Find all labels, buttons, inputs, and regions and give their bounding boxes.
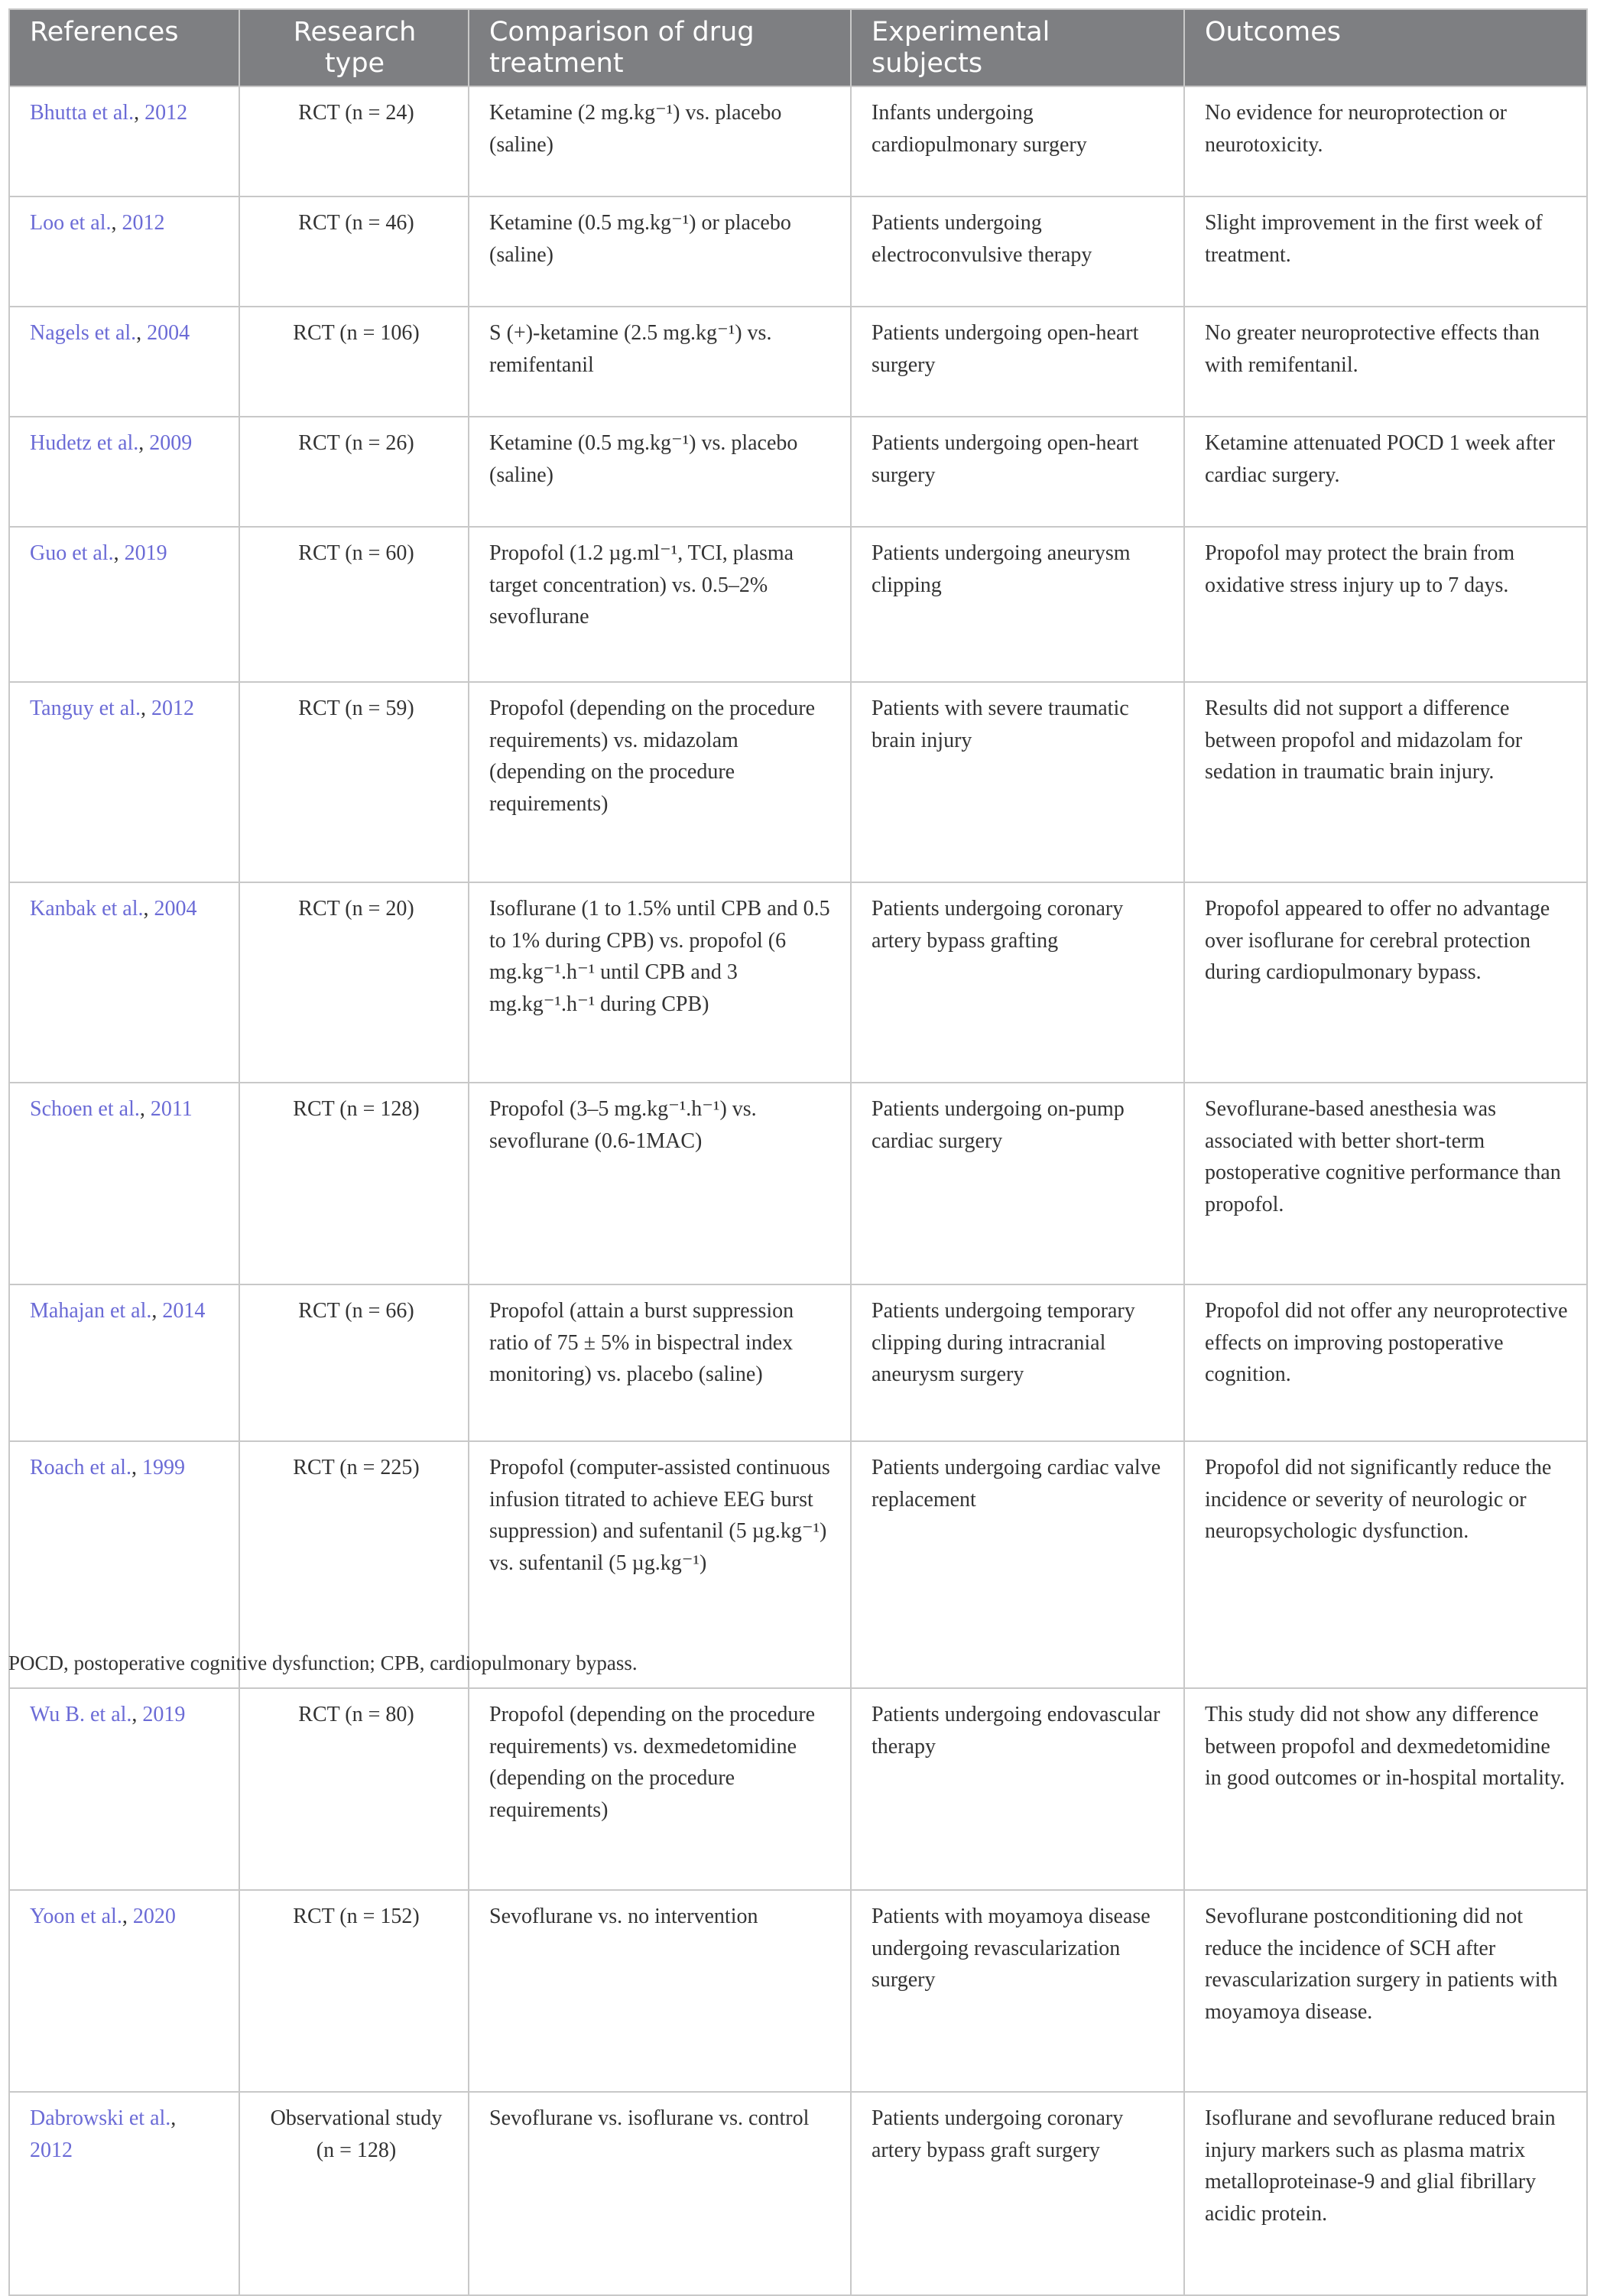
outcomes-cell: No evidence for neuroprotection or neurotoxicity. — [1184, 86, 1587, 196]
research-type-cell: RCT (n = 60) — [239, 527, 469, 682]
subjects-cell: Patients with moyamoya disease undergoing revascularization surgery — [851, 1890, 1184, 2092]
outcomes-cell: Isoflurane and sevoflurane reduced brain injury markers such as plasma matrix metalloproteinase-9 and glial fibrillary acidic protein. — [1184, 2092, 1587, 2295]
reference-cell: Loo et al., 2012 — [9, 196, 239, 307]
table-row — [9, 86, 1587, 196]
reference-cell: Tanguy et al., 2012 — [9, 682, 239, 882]
reference-author-link[interactable]: Guo et al. — [30, 541, 114, 565]
comparison-cell: Ketamine (0.5 mg.kg⁻¹) or placebo (saline) — [469, 196, 851, 307]
subjects-cell: Patients undergoing open-heart surgery — [851, 417, 1184, 527]
subjects-cell: Patients with severe traumatic brain injury — [851, 682, 1184, 882]
table-body — [9, 86, 1587, 2295]
reference-author-link[interactable]: Kanbak et al. — [30, 897, 144, 921]
header-outcomes: Outcomes — [1184, 9, 1587, 86]
outcomes-cell: Propofol did not offer any neuroprotective effects on improving postoperative cognition. — [1184, 1284, 1587, 1441]
reference-year-link[interactable]: 2019 — [124, 541, 167, 565]
comparison-cell: Propofol (computer-assisted continuous infusion titrated to achieve EEG burst suppression) and sufentanil (5 µg.kg⁻¹) vs. sufentanil (5 µg.kg⁻¹) — [469, 1441, 851, 1688]
subjects-cell: Patients undergoing aneurysm clipping — [851, 527, 1184, 682]
comparison-cell: Ketamine (0.5 mg.kg⁻¹) vs. placebo (saline) — [469, 417, 851, 527]
reference-year-link[interactable]: 2012 — [122, 211, 165, 235]
reference-author-link[interactable]: Roach et al. — [30, 1456, 131, 1479]
reference-author-link[interactable]: Bhutta et al. — [30, 101, 135, 125]
outcomes-cell: Propofol appeared to offer no advantage over isoflurane for cerebral protection during cardiopulmonary bypass. — [1184, 882, 1587, 1083]
reference-year-link[interactable]: 2004 — [154, 897, 197, 921]
table-row — [9, 1890, 1587, 2092]
table-row — [9, 307, 1587, 417]
subjects-cell: Patients undergoing on-pump cardiac surgery — [851, 1083, 1184, 1284]
reference-year-link[interactable]: 2012 — [30, 2138, 73, 2162]
reference-author-link[interactable]: Schoen et al. — [30, 1097, 140, 1121]
reference-year-link[interactable]: 2020 — [132, 1905, 176, 1928]
comparison-cell: Sevoflurane vs. isoflurane vs. control — [469, 2092, 851, 2295]
header-references: References — [9, 9, 239, 86]
comparison-cell: Propofol (attain a burst suppression ratio of 75 ± 5% in bispectral index monitoring) vs. placebo (saline) — [469, 1284, 851, 1441]
header-subjects: Experimental subjects — [851, 9, 1184, 86]
outcomes-cell: Propofol did not significantly reduce the incidence or severity of neurologic or neuropsychologic dysfunction. — [1184, 1441, 1587, 1688]
comparison-cell: Sevoflurane vs. no intervention — [469, 1890, 851, 2092]
table-row — [9, 882, 1587, 1083]
reference-cell: Kanbak et al., 2004 — [9, 882, 239, 1083]
table-footnote: POCD, postoperative cognitive dysfunction; CPB, cardiopulmonary bypass. — [8, 1651, 638, 1674]
outcomes-cell: Results did not support a difference between propofol and midazolam for sedation in traumatic brain injury. — [1184, 682, 1587, 882]
research-type-cell: RCT (n = 24) — [239, 86, 469, 196]
table-row — [9, 682, 1587, 882]
reference-author-link[interactable]: Yoon et al. — [30, 1905, 122, 1928]
reference-cell: Dabrowski et al., 2012 — [9, 2092, 239, 2295]
comparison-cell: Isoflurane (1 to 1.5% until CPB and 0.5 to 1% during CPB) vs. propofol (6 mg.kg⁻¹.h⁻¹ until CPB and 3 mg.kg⁻¹.h⁻¹ during CPB) — [469, 882, 851, 1083]
reference-cell: Wu B. et al., 2019 — [9, 1688, 239, 1890]
subjects-cell: Infants undergoing cardiopulmonary surgery — [851, 86, 1184, 196]
comparison-cell: Propofol (depending on the procedure requirements) vs. dexmedetomidine (depending on the procedure requirements) — [469, 1688, 851, 1890]
table-row — [9, 527, 1587, 682]
reference-cell: Nagels et al., 2004 — [9, 307, 239, 417]
table-row — [9, 1688, 1587, 1890]
comparison-cell: Ketamine (2 mg.kg⁻¹) vs. placebo (saline) — [469, 86, 851, 196]
outcomes-cell: No greater neuroprotective effects than with remifentanil. — [1184, 307, 1587, 417]
reference-author-link[interactable]: Nagels et al. — [30, 321, 137, 345]
reference-year-link[interactable]: 2019 — [142, 1703, 186, 1726]
header-comparison: Comparison of drug treatment — [469, 9, 851, 86]
table-header-row — [9, 9, 1587, 86]
reference-year-link[interactable]: 2004 — [147, 321, 190, 345]
reference-cell: Guo et al., 2019 — [9, 527, 239, 682]
drug-comparison-table — [8, 8, 1588, 2296]
reference-cell: Yoon et al., 2020 — [9, 1890, 239, 2092]
reference-cell: Bhutta et al., 2012 — [9, 86, 239, 196]
reference-author-link[interactable]: Wu B. et al. — [30, 1703, 132, 1726]
subjects-cell: Patients undergoing temporary clipping during intracranial aneurysm surgery — [851, 1284, 1184, 1441]
research-type-cell: RCT (n = 225) — [239, 1441, 469, 1688]
drug-comparison-table-container — [8, 8, 1586, 2296]
reference-author-link[interactable]: Hudetz et al. — [30, 431, 139, 455]
reference-year-link[interactable]: 1999 — [141, 1456, 185, 1479]
subjects-cell: Patients undergoing cardiac valve replacement — [851, 1441, 1184, 1688]
table-row — [9, 417, 1587, 527]
comparison-cell: S (+)-ketamine (2.5 mg.kg⁻¹) vs. remifentanil — [469, 307, 851, 417]
outcomes-cell: Propofol may protect the brain from oxidative stress injury up to 7 days. — [1184, 527, 1587, 682]
reference-year-link[interactable]: 2009 — [149, 431, 193, 455]
research-type-cell: RCT (n = 46) — [239, 196, 469, 307]
outcomes-cell: This study did not show any difference between propofol and dexmedetomidine in good outcomes or in-hospital mortality. — [1184, 1688, 1587, 1890]
table-row — [9, 196, 1587, 307]
research-type-cell: RCT (n = 59) — [239, 682, 469, 882]
reference-author-link[interactable]: Tanguy et al. — [30, 697, 141, 720]
research-type-cell: RCT (n = 106) — [239, 307, 469, 417]
table-row — [9, 1284, 1587, 1441]
reference-cell: Roach et al., 1999 — [9, 1441, 239, 1688]
reference-year-link[interactable]: 2014 — [162, 1299, 206, 1323]
reference-year-link[interactable]: 2012 — [144, 101, 188, 125]
subjects-cell: Patients undergoing coronary artery bypass graft surgery — [851, 2092, 1184, 2295]
comparison-cell: Propofol (1.2 µg.ml⁻¹, TCI, plasma target concentration) vs. 0.5–2% sevoflurane — [469, 527, 851, 682]
table-row — [9, 2092, 1587, 2295]
outcomes-cell: Sevoflurane postconditioning did not reduce the incidence of SCH after revascularization surgery in patients with moyamoya disease. — [1184, 1890, 1587, 2092]
table-row — [9, 1083, 1587, 1284]
reference-year-link[interactable]: 2011 — [150, 1097, 193, 1121]
subjects-cell: Patients undergoing electroconvulsive therapy — [851, 196, 1184, 307]
comparison-cell: Propofol (3–5 mg.kg⁻¹.h⁻¹) vs. sevoflurane (0.6-1MAC) — [469, 1083, 851, 1284]
subjects-cell: Patients undergoing endovascular therapy — [851, 1688, 1184, 1890]
reference-author-link[interactable]: Mahajan et al. — [30, 1299, 152, 1323]
research-type-cell: Observational study (n = 128) — [239, 2092, 469, 2295]
outcomes-cell: Slight improvement in the first week of treatment. — [1184, 196, 1587, 307]
header-research-type: Research type — [239, 9, 469, 86]
research-type-cell: RCT (n = 66) — [239, 1284, 469, 1441]
reference-author-link[interactable]: Loo et al. — [30, 211, 112, 235]
subjects-cell: Patients undergoing open-heart surgery — [851, 307, 1184, 417]
reference-year-link[interactable]: 2012 — [151, 697, 194, 720]
reference-author-link[interactable]: Dabrowski et al. — [30, 2106, 171, 2130]
reference-cell: Schoen et al., 2011 — [9, 1083, 239, 1284]
subjects-cell: Patients undergoing coronary artery bypass grafting — [851, 882, 1184, 1083]
research-type-cell: RCT (n = 20) — [239, 882, 469, 1083]
reference-cell: Mahajan et al., 2014 — [9, 1284, 239, 1441]
research-type-cell: RCT (n = 26) — [239, 417, 469, 527]
research-type-cell: RCT (n = 152) — [239, 1890, 469, 2092]
research-type-cell: RCT (n = 128) — [239, 1083, 469, 1284]
comparison-cell: Propofol (depending on the procedure requirements) vs. midazolam (depending on the procedure requirements) — [469, 682, 851, 882]
research-type-cell: RCT (n = 80) — [239, 1688, 469, 1890]
outcomes-cell: Ketamine attenuated POCD 1 week after cardiac surgery. — [1184, 417, 1587, 527]
reference-cell: Hudetz et al., 2009 — [9, 417, 239, 527]
outcomes-cell: Sevoflurane-based anesthesia was associated with better short-term postoperative cognitive performance than propofol. — [1184, 1083, 1587, 1284]
